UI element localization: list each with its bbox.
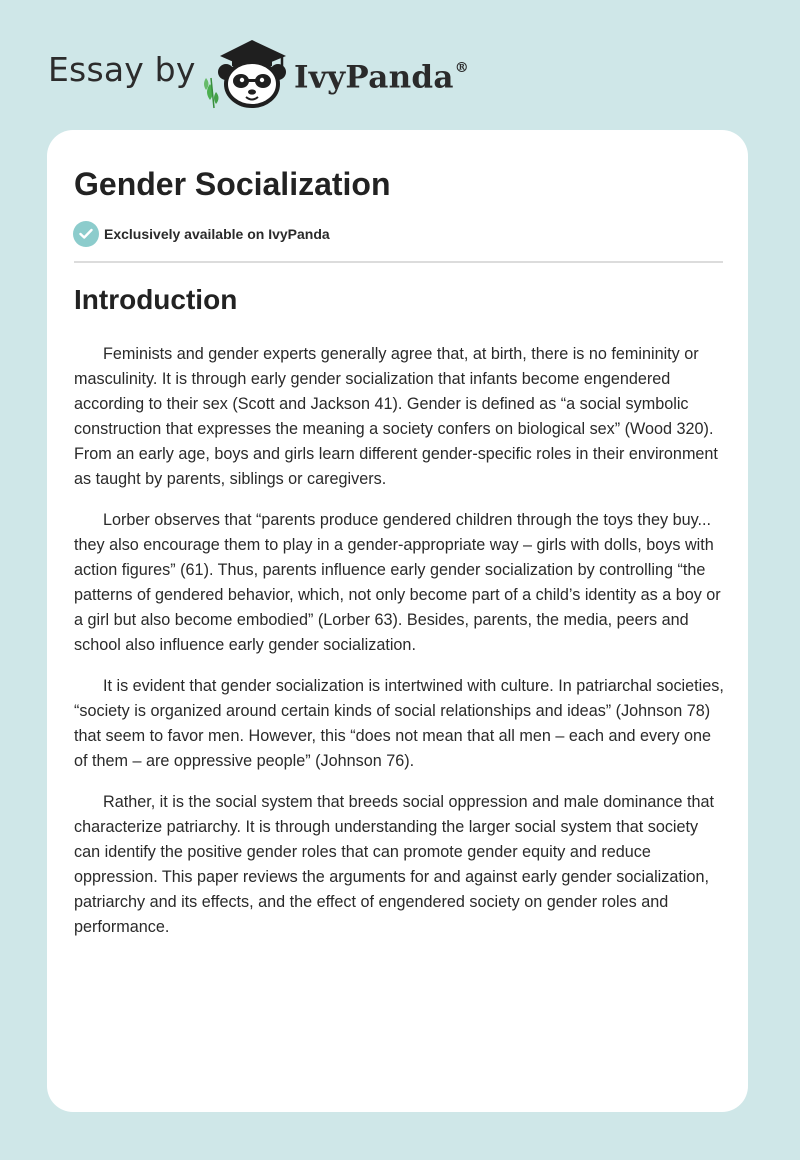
essay-card (47, 130, 748, 1112)
page-title: Gender Socialization (74, 166, 391, 202)
divider (74, 261, 723, 263)
badge-label: Exclusively available on IvyPanda (104, 226, 330, 242)
paragraph: Rather, it is the social system that breeds social oppression and male dominance that characterize patriarchy. It is through understanding the larger social system that society can identify the positive gender roles that can promote gender equity and reduce oppression. This paper reviews the arguments for and against early gender socialization, patriarchy and its effects, and the effect of engendered society on gender roles and performance. (74, 793, 714, 936)
trademark-mark: ® (454, 60, 470, 76)
panda-logo-icon[interactable] (202, 34, 296, 110)
brand-name[interactable] (294, 52, 469, 97)
essay-by-label: Essay by (48, 50, 196, 89)
site-header (48, 34, 752, 110)
brand-text: IvyPanda (294, 59, 454, 96)
section-heading: Introduction (74, 284, 238, 315)
paragraph: It is evident that gender socialization is intertwined with culture. In patriarchal societies, “society is organized around certain kinds of social relationships and ideas” (Johnson 78) that seem to favor men. However, this “does not mean that all men – each and every one of them – are oppressive people” (Johnson 76). (74, 677, 724, 770)
essay-body (74, 342, 726, 956)
exclusive-badge (73, 220, 330, 248)
check-circle-icon (73, 221, 99, 247)
paragraph: Feminists and gender experts generally agree that, at birth, there is no femininity or masculinity. It is through early gender socialization that infants become engendered according to their sex (Scott and Jackson 41). Gender is defined as “a social symbolic construction that expresses the meaning a society confers on biological sex” (Wood 320). From an early age, boys and girls learn different gender-specific roles in their environment as taught by parents, siblings or caregivers. (74, 345, 718, 488)
paragraph: Lorber observes that “parents produce gendered children through the toys they buy... they also encourage them to play in a gender-appropriate way – girls with dolls, boys with action figures” (61). Thus, parents influence early gender socialization by controlling “the patterns of gendered behavior, which, not only become part of a child’s identity as a boy or a girl but also become embodied” (Lorber 63). Besides, parents, the media, peers and school also influence early gender socialization. (74, 511, 721, 654)
